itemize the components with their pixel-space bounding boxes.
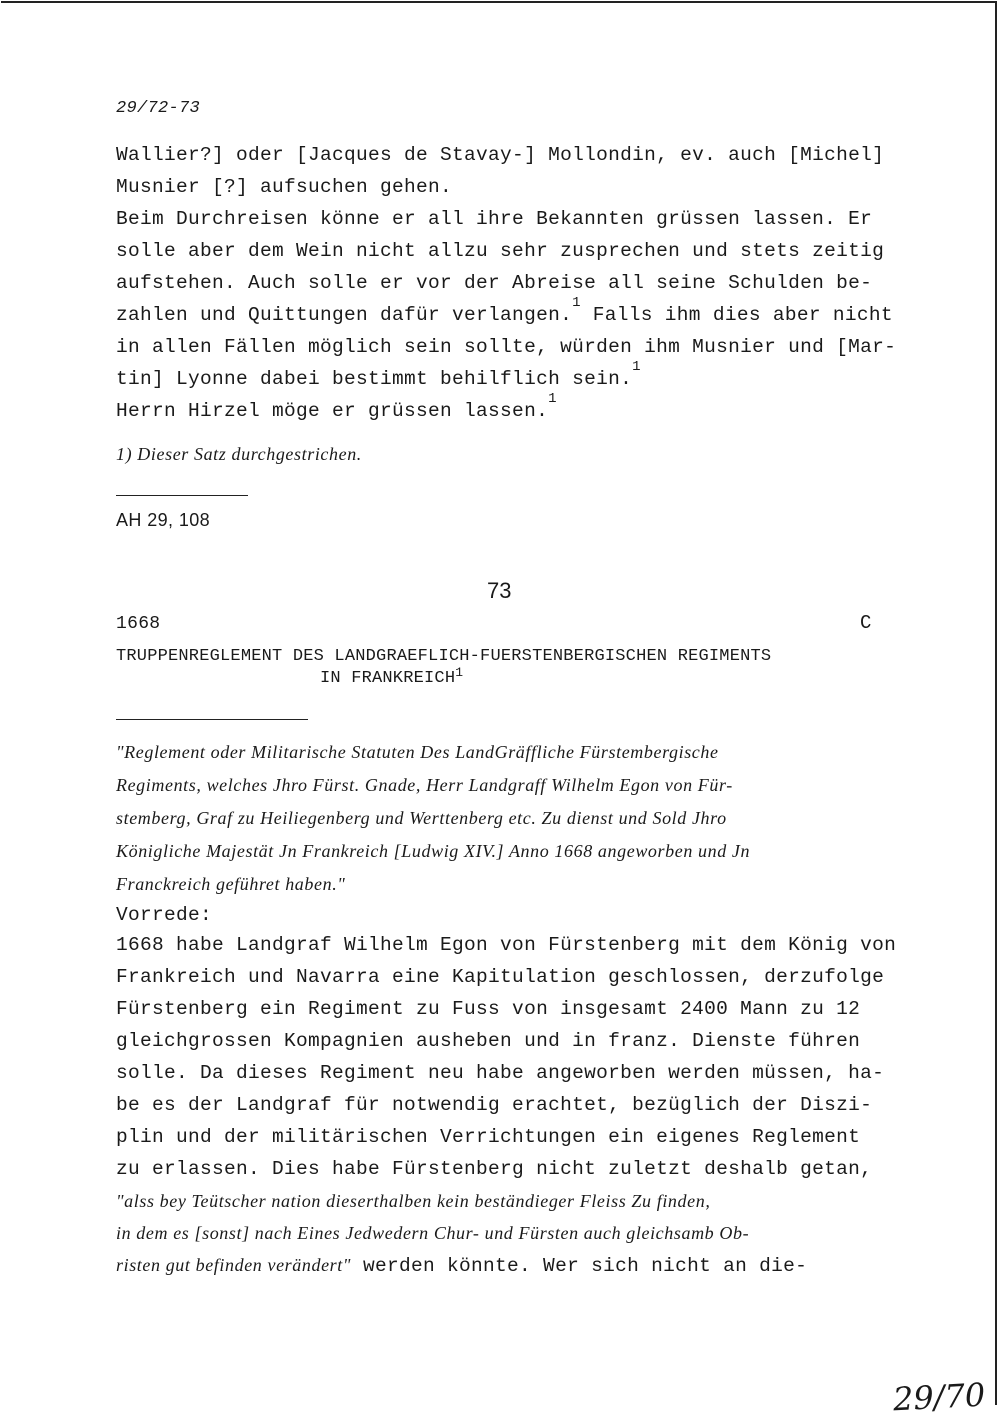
text-segment: werden könnte. Wer sich nicht an die- xyxy=(351,1255,808,1277)
quote-line: Königliche Majestät Jn Frankreich [Ludwig XIV.] Anno 1668 angeworben und Jn xyxy=(116,841,751,861)
quote-line: Franckreich geführet haben." xyxy=(116,874,346,894)
text-line: Wallier?] oder [Jacques de Stavay-] Mollondin, ev. auch [Michel] xyxy=(116,144,885,166)
quote-line: "Reglement oder Militarische Statuten Des LandGräffliche Fürstembergische xyxy=(116,742,719,762)
text-segment: Herrn Hirzel möge er grüssen lassen. xyxy=(116,400,549,422)
text-line: zu erlassen. Dies habe Fürstenberg nicht zuletzt deshalb getan, xyxy=(116,1158,873,1180)
text-line: solle. Da dieses Regiment neu habe angeworben werden müssen, ha- xyxy=(116,1062,885,1084)
footnote-marker: 1 xyxy=(548,391,557,407)
text-line: gleichgrossen Kompagnien ausheben und in franz. Dienste führen xyxy=(116,1030,861,1052)
text-line: aufstehen. Auch solle er vor der Abreise all seine Schulden be- xyxy=(116,272,873,294)
footnote-marker: 1 xyxy=(455,665,464,680)
section-heading: Vorrede: xyxy=(116,904,213,926)
text-segment: zahlen und Quittungen dafür verlangen. xyxy=(116,304,573,326)
text-line-with-footnote xyxy=(116,359,641,393)
text-segment: Falls ihm dies aber nicht xyxy=(592,304,893,326)
text-line: Frankreich und Navarra eine Kapitulation geschlossen, derzufolge xyxy=(116,966,885,988)
quote-line: in dem es [sonst] nach Eines Jedwedern Chur- und Fürsten auch gleichsamb Ob- xyxy=(116,1223,750,1243)
quote-line: Regiments, welches Jhro Fürst. Gnade, Herr Landgraff Wilhelm Egon von Für- xyxy=(116,775,733,795)
separator-rule xyxy=(116,719,308,720)
footnote-marker: 1 xyxy=(632,359,641,375)
text-line-with-footnote xyxy=(116,391,557,425)
text-line: plin und der militärischen Verrichtungen ein eigenes Reglement xyxy=(116,1126,861,1148)
handwritten-page-number: 29/70 xyxy=(892,1375,987,1418)
text-line: in allen Fällen möglich sein sollte, würden ihm Musnier und [Mar- xyxy=(116,336,897,358)
separator-rule xyxy=(116,495,248,496)
quote-line: "alss bey Teütscher nation dieserthalben kein beständieger Fleiss Zu finden, xyxy=(116,1191,711,1211)
document-category: C xyxy=(860,612,872,634)
text-line: be es der Landgraf für notwendig erachtet, bezüglich der Diszi- xyxy=(116,1094,873,1116)
text-segment: tin] Lyonne dabei bestimmt behilflich sein. xyxy=(116,368,633,390)
text-line: solle aber dem Wein nicht allzu sehr zusprechen und stets zeitig xyxy=(116,240,885,262)
document-year: 1668 xyxy=(116,614,161,634)
document-title-line-1: TRUPPENREGLEMENT DES LANDGRAEFLICH-FUERSTENBERGISCHEN REGIMENTS xyxy=(116,647,772,666)
text-segment: risten gut befinden verändert" xyxy=(116,1255,352,1275)
source-reference: AH 29, 108 xyxy=(116,510,211,530)
quote-line: stemberg, Graf zu Heiliegenberg und Werttenberg etc. Zu dienst und Sold Jhro xyxy=(116,808,727,828)
footnote-marker: 1 xyxy=(572,295,581,311)
text-segment xyxy=(581,304,593,326)
text-line: Fürstenberg ein Regiment zu Fuss von insgesamt 2400 Mann zu 12 xyxy=(116,998,861,1020)
text-segment: IN FRANKREICH xyxy=(320,669,456,688)
footnote: 1) Dieser Satz durchgestrichen. xyxy=(116,444,362,464)
text-line-mixed xyxy=(116,1253,807,1278)
text-line: Beim Durchreisen könne er all ihre Bekannten grüssen lassen. Er xyxy=(116,208,873,230)
document-number: 73 xyxy=(487,578,512,603)
text-line: Musnier [?] aufsuchen gehen. xyxy=(116,176,453,198)
text-line: 1668 habe Landgraf Wilhelm Egon von Fürstenberg mit dem König von xyxy=(116,934,897,956)
document-title-line-2 xyxy=(320,667,463,691)
text-line-with-footnote xyxy=(116,295,893,329)
page-reference: 29/72-73 xyxy=(116,99,201,118)
